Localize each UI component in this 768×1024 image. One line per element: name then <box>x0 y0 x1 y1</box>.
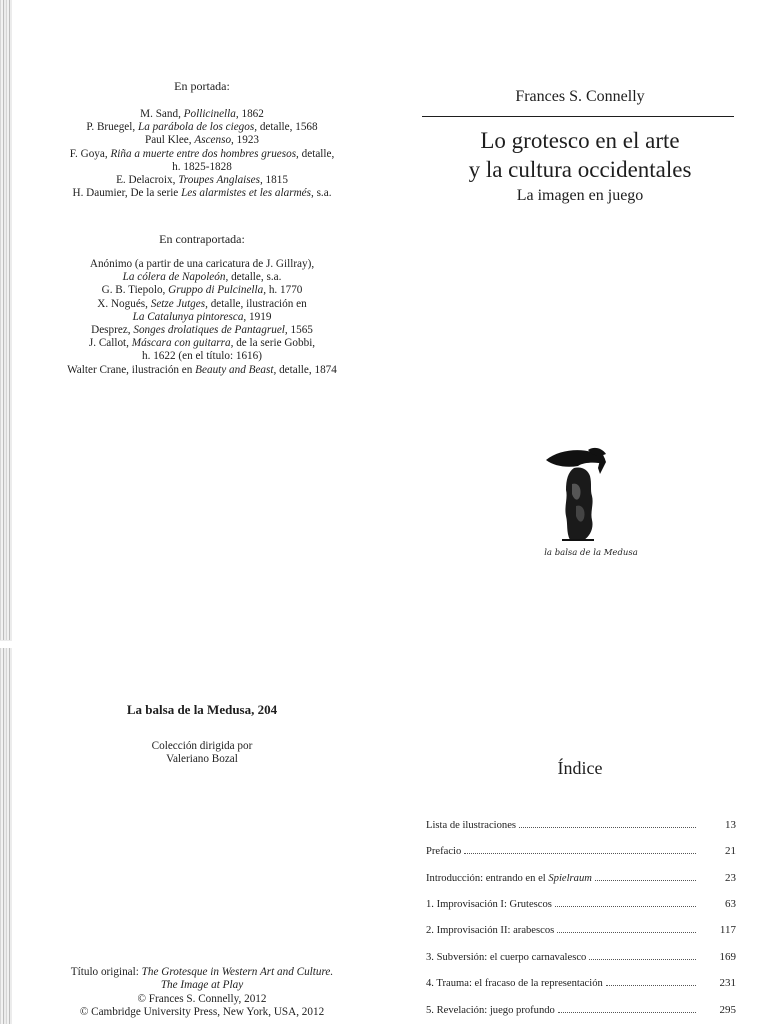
original-title-line <box>12 966 392 979</box>
back-credit-line <box>12 298 392 311</box>
front-credit-text: detalle, <box>298 147 335 160</box>
back-credit-text: 1919 <box>246 310 272 323</box>
front-credit-text: H. Daumier, De la serie <box>72 187 182 200</box>
back-credit-text: Walter Crane, ilustración en <box>67 363 196 376</box>
medusa-figure-icon <box>532 444 652 544</box>
front-credit-work-title: La parábola de los ciegos, <box>137 121 258 134</box>
back-credit-text: de la serie Gobbi, <box>233 337 316 350</box>
index-title: Índice <box>557 758 603 778</box>
front-credit-text: detalle, 1568 <box>257 121 318 134</box>
toc-leader-dots <box>557 923 696 933</box>
front-credit-line <box>12 187 392 200</box>
scan-edge-top <box>0 0 12 640</box>
front-credit-line <box>12 174 392 187</box>
back-cover-heading: En contraportada: <box>159 232 245 246</box>
front-credit-text: M. Sand, <box>140 108 184 120</box>
back-credit-text: X. Nogués, <box>97 297 151 310</box>
back-credit-work-title: La Catalunya pintoresca, <box>132 310 247 323</box>
front-credit-work-title: Les alarmistes et les alarmés, <box>181 187 314 200</box>
back-credit-text: detalle, ilustración en <box>207 297 307 310</box>
front-credit-text: s.a. <box>313 187 332 200</box>
original-title-text: © Frances S. Connelly, 2012 <box>137 992 267 1005</box>
front-credit-work-title: Ascenso, <box>194 134 234 147</box>
front-credit-line <box>12 134 392 147</box>
toc-leader-dots <box>589 950 696 960</box>
credits-page <box>12 0 392 640</box>
back-credit-text: h. 1770 <box>266 284 303 297</box>
back-credit-line <box>12 324 392 337</box>
toc-leader-dots <box>555 897 696 907</box>
back-credit-text: Anónimo (a partir de una caricatura de J. Gillray), <box>89 258 315 270</box>
front-credit-line <box>12 108 392 121</box>
back-credit-text: h. 1622 (en el título: 1616) <box>142 350 262 363</box>
front-credit-work-title: Pollicinella, <box>183 108 239 120</box>
toc-entry-text: 3. Subversión: el cuerpo carnavalesco <box>426 952 587 963</box>
scan-edge-bottom <box>0 648 12 1024</box>
toc-page-number: 117 <box>719 924 736 936</box>
toc-leader-dots <box>519 818 696 828</box>
front-credit-text: 1923 <box>233 134 260 147</box>
original-title-text: Título original: <box>70 966 142 978</box>
toc-entry[interactable] <box>426 818 736 832</box>
toc-entry[interactable] <box>426 844 736 858</box>
front-credit-text: 1862 <box>238 108 264 120</box>
back-credit-line <box>12 337 392 350</box>
back-credit-line <box>12 364 392 377</box>
back-credit-work-title: Máscara con guitarra, <box>131 337 234 350</box>
toc-entry[interactable] <box>426 1003 736 1017</box>
toc-page-number: 13 <box>725 819 736 831</box>
book-subtitle: La imagen en juego <box>516 187 644 204</box>
front-credit-work-title: Riña a muerte entre dos hombres gruesos, <box>110 147 299 160</box>
toc-page-number: 295 <box>719 1004 736 1016</box>
back-credit-work-title: La cólera de Napoleón, <box>122 271 229 284</box>
original-title-work-title: The Grotesque in Western Art and Culture. <box>141 966 334 978</box>
toc-page-number: 21 <box>725 845 736 857</box>
title-page <box>392 0 768 640</box>
toc-entry-label <box>426 952 586 963</box>
front-credit-text: F. Goya, <box>69 147 111 160</box>
toc-entry[interactable] <box>426 923 736 937</box>
original-title-work-title: The Image at Play <box>160 979 244 992</box>
toc-entry-text: Lista de ilustraciones <box>426 820 517 831</box>
back-cover-credits <box>12 258 392 377</box>
toc-entry-label <box>426 820 516 831</box>
front-credit-text: E. Delacroix, <box>116 174 179 187</box>
toc-entry-italic: Spielraum <box>548 873 592 884</box>
back-credit-line <box>12 311 392 324</box>
toc-entry[interactable] <box>426 871 736 885</box>
toc-entry-label <box>426 899 552 910</box>
toc-entry[interactable] <box>426 897 736 911</box>
back-credit-line <box>12 271 392 284</box>
toc-entry-label <box>426 873 592 884</box>
original-title-text: © Cambridge University Press, New York, USA, 2012 <box>79 1006 325 1019</box>
front-credit-line <box>12 148 392 161</box>
toc-leader-dots <box>558 1003 696 1013</box>
toc-page-number: 231 <box>719 977 736 989</box>
toc-page-number: 63 <box>725 898 736 910</box>
front-credit-line <box>12 121 392 134</box>
publisher-logo-text: la balsa de la Medusa <box>544 548 638 558</box>
front-credit-work-title: Troupes Anglaises, <box>178 174 263 187</box>
front-credit-line <box>12 161 392 174</box>
toc-page-number: 23 <box>725 872 736 884</box>
toc-entry[interactable] <box>426 976 736 990</box>
publisher-logo <box>532 444 652 584</box>
book-title-line-2: y la cultura occidentales <box>468 157 692 182</box>
original-title-line <box>12 993 392 1006</box>
toc-entry-text: 4. Trauma: el fracaso de la representación <box>426 978 603 989</box>
toc-page-number: 169 <box>719 951 736 963</box>
series-title: La balsa de la Medusa, 204 <box>126 702 278 717</box>
collection-line-2: Valeriano Bozal <box>166 753 238 765</box>
front-credit-text: 1815 <box>262 174 288 187</box>
toc-entry-text: 1. Improvisación I: Grutescos <box>426 899 552 910</box>
back-credit-text: detalle, 1874 <box>276 363 337 376</box>
toc-entry-text: 5. Revelación: juego profundo <box>426 1005 555 1016</box>
back-credit-line <box>12 284 392 297</box>
toc-entry[interactable] <box>426 950 736 964</box>
book-title-line-1: Lo grotesco en el arte <box>480 128 680 153</box>
back-credit-work-title: Setze Jutges, <box>150 297 208 310</box>
series-page <box>12 640 392 1024</box>
original-title-block <box>12 966 392 1020</box>
toc-entry-text: Introducción: entrando en el <box>426 873 549 884</box>
back-credit-line <box>12 258 392 271</box>
collection-editor <box>12 740 392 766</box>
back-credit-work-title: Beauty and Beast, <box>195 363 277 376</box>
back-credit-text: G. B. Tiepolo, <box>101 284 169 297</box>
front-credit-text: h. 1825-1828 <box>172 160 232 173</box>
back-credit-text: Desprez, <box>91 324 134 337</box>
toc-entry-text: Prefacio <box>426 846 462 857</box>
toc-entry-label <box>426 978 603 989</box>
author-name: Frances S. Connelly <box>515 88 645 105</box>
toc-leader-dots <box>606 976 696 986</box>
back-credit-text: 1565 <box>287 324 313 337</box>
toc-leader-dots <box>464 844 696 854</box>
title-rule <box>422 116 734 117</box>
front-credit-text: P. Bruegel, <box>86 121 138 134</box>
front-cover-heading: En portada: <box>174 79 230 93</box>
back-credit-text: detalle, s.a. <box>228 271 282 284</box>
back-credit-work-title: Songes drolatiques de Pantagruel, <box>133 324 288 337</box>
book-title <box>392 126 768 184</box>
front-credit-text: Paul Klee, <box>144 134 195 147</box>
toc-leader-dots <box>595 871 696 881</box>
original-title-line <box>12 1006 392 1019</box>
toc-entry-label <box>426 925 554 936</box>
toc-entry-label <box>426 1005 555 1016</box>
original-title-line <box>12 979 392 992</box>
index-page <box>392 640 768 1024</box>
toc-entry-label <box>426 846 461 857</box>
back-credit-line <box>12 350 392 363</box>
front-cover-credits <box>12 108 392 200</box>
back-credit-text: J. Callot, <box>88 337 132 350</box>
collection-line-1: Colección dirigida por <box>151 740 253 752</box>
back-credit-work-title: Gruppo di Pulcinella, <box>168 284 267 297</box>
toc-entry-text: 2. Improvisación II: arabescos <box>426 925 555 936</box>
